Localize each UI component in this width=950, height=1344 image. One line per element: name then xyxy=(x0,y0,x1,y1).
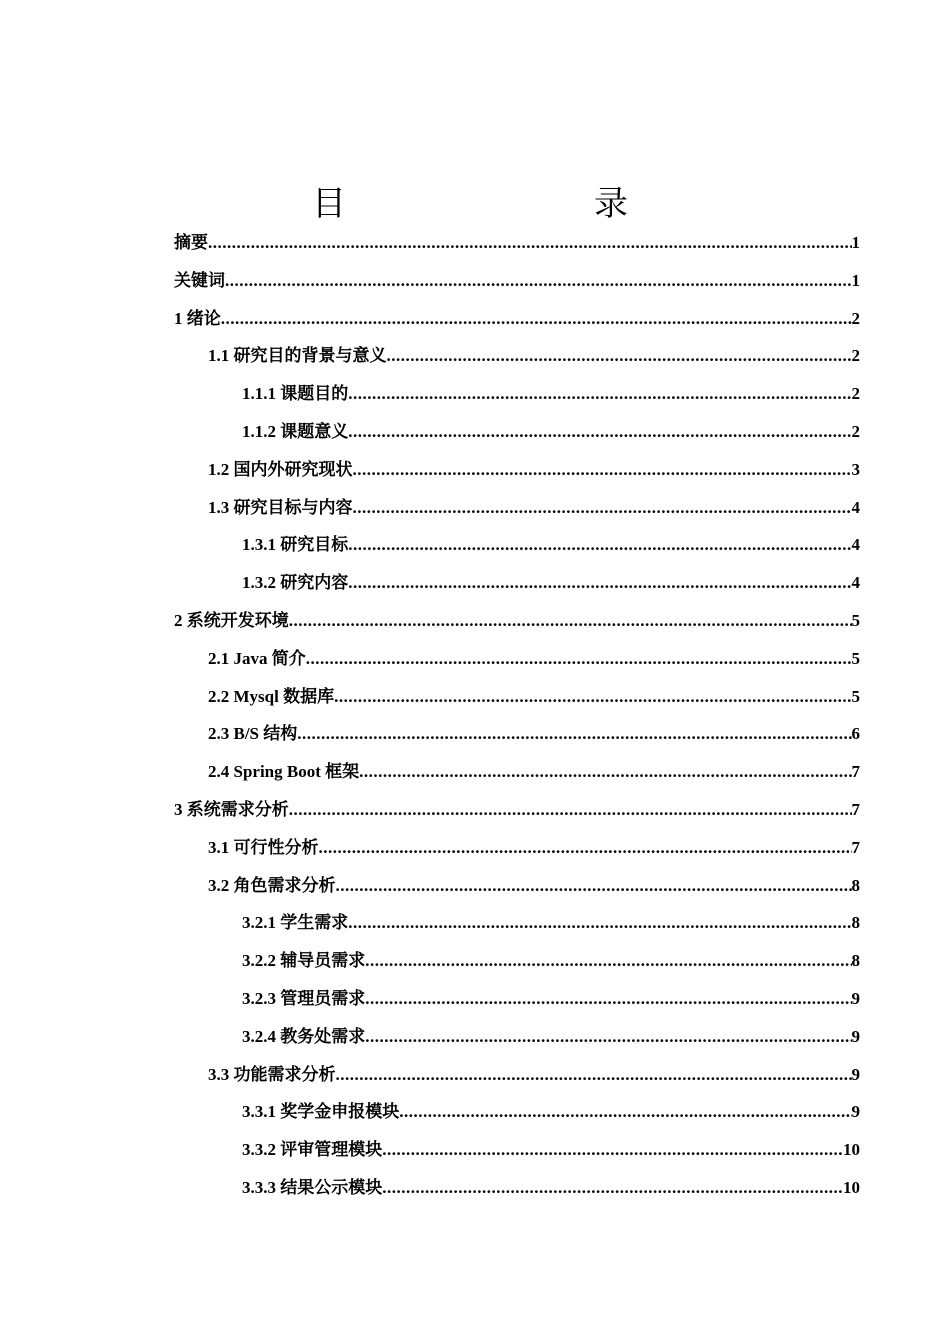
toc-entry-text: 3.2.3 管理员需求 xyxy=(242,988,366,1008)
toc-dot-leader xyxy=(382,1169,843,1207)
toc-dot-leader xyxy=(289,602,852,640)
toc-dot-leader xyxy=(365,942,851,980)
toc-entry[interactable] xyxy=(174,526,860,564)
toc-entry-text: 3.3.3 结果公示模块 xyxy=(242,1177,383,1197)
toc-dot-leader xyxy=(353,451,852,489)
toc-dot-leader xyxy=(306,640,852,678)
toc-entry[interactable] xyxy=(174,980,860,1018)
toc-page-number: 9 xyxy=(851,1026,860,1046)
toc-dot-leader xyxy=(353,489,852,527)
toc-entry-text: 2 系统开发环境 xyxy=(174,610,289,630)
toc-page-number: 10 xyxy=(843,1177,860,1197)
toc-entry-text: 2.1 Java 简介 xyxy=(208,648,306,668)
toc-page-number: 6 xyxy=(851,724,860,744)
toc-entry-text: 摘要 xyxy=(174,233,208,252)
toc-dot-leader xyxy=(336,1056,852,1094)
toc-title: 目 录 xyxy=(312,184,688,224)
toc-page-number: 8 xyxy=(851,913,860,933)
toc-entry[interactable] xyxy=(174,375,860,413)
toc-dot-leader xyxy=(334,678,851,716)
toc-page-number: 5 xyxy=(851,648,860,668)
toc-entry[interactable] xyxy=(174,489,860,527)
toc-entry[interactable] xyxy=(174,1093,860,1131)
toc-entry[interactable] xyxy=(174,413,860,451)
toc-entry-text: 3.3.2 评审管理模块 xyxy=(242,1140,383,1160)
toc-dot-leader xyxy=(399,1093,851,1131)
toc-list xyxy=(174,224,860,1207)
toc-page-number: 1 xyxy=(851,233,860,252)
toc-entry-text: 3.2 角色需求分析 xyxy=(208,875,336,895)
toc-page-number: 1 xyxy=(851,270,860,290)
toc-dot-leader xyxy=(348,904,851,942)
toc-entry[interactable] xyxy=(174,829,860,867)
toc-page-number: 5 xyxy=(851,610,860,630)
toc-dot-leader xyxy=(348,413,851,451)
toc-entry-text: 3.3.1 奖学金申报模块 xyxy=(242,1102,400,1122)
toc-entry-text: 3.2.1 学生需求 xyxy=(242,913,349,933)
toc-entry[interactable] xyxy=(174,640,860,678)
toc-entry[interactable] xyxy=(174,451,860,489)
toc-entry[interactable] xyxy=(174,1131,860,1169)
toc-page-number: 3 xyxy=(851,459,860,479)
toc-entry-text: 1.2 国内外研究现状 xyxy=(208,459,353,479)
toc-dot-leader xyxy=(289,791,852,829)
toc-entry[interactable] xyxy=(174,942,860,980)
toc-page-number: 9 xyxy=(851,1102,860,1122)
toc-entry[interactable] xyxy=(174,867,860,905)
toc-entry-text: 1.3.1 研究目标 xyxy=(242,535,349,555)
toc-entry[interactable] xyxy=(174,1169,860,1207)
toc-entry-text: 关键词 xyxy=(174,270,225,290)
toc-entry-text: 1.1 研究目的背景与意义 xyxy=(208,346,387,366)
toc-page-number: 7 xyxy=(851,762,860,782)
toc-dot-leader xyxy=(365,980,851,1018)
toc-entry-text: 3.3 功能需求分析 xyxy=(208,1064,336,1084)
toc-dot-leader xyxy=(208,224,852,262)
toc-dot-leader xyxy=(297,715,851,753)
toc-page-number: 10 xyxy=(843,1140,860,1160)
toc-entry[interactable] xyxy=(174,564,860,602)
toc-dot-leader xyxy=(365,1018,851,1056)
toc-entry[interactable] xyxy=(174,753,860,791)
toc-page-number: 4 xyxy=(851,535,860,555)
toc-page-number: 9 xyxy=(851,1064,860,1084)
toc-dot-leader xyxy=(336,867,852,905)
toc-page-number: 2 xyxy=(851,308,860,328)
toc-dot-leader xyxy=(359,753,851,791)
toc-entry-text: 3.1 可行性分析 xyxy=(208,837,319,857)
toc-entry[interactable] xyxy=(174,300,860,338)
toc-entry[interactable] xyxy=(174,904,860,942)
toc-entry-text: 3.2.2 辅导员需求 xyxy=(242,951,366,971)
toc-entry-text: 2.3 B/S 结构 xyxy=(208,724,298,744)
toc-entry-text: 2.2 Mysql 数据库 xyxy=(208,686,335,706)
toc-page-number: 4 xyxy=(851,497,860,517)
toc-page-number: 7 xyxy=(851,799,860,819)
toc-entry[interactable] xyxy=(174,337,860,375)
toc-page-number: 4 xyxy=(851,573,860,593)
toc-entry-text: 1.3.2 研究内容 xyxy=(242,573,349,593)
toc-entry[interactable] xyxy=(174,791,860,829)
toc-entry[interactable] xyxy=(174,224,860,262)
toc-page-number: 8 xyxy=(851,875,860,895)
toc-page-number: 2 xyxy=(851,384,860,404)
toc-entry[interactable] xyxy=(174,262,860,300)
toc-page-number: 2 xyxy=(851,346,860,366)
toc-entry-text: 1.3 研究目标与内容 xyxy=(208,497,353,517)
toc-entry[interactable] xyxy=(174,602,860,640)
toc-page-number: 5 xyxy=(851,686,860,706)
toc-dot-leader xyxy=(382,1131,843,1169)
toc-dot-leader xyxy=(348,375,851,413)
toc-page-number: 9 xyxy=(851,988,860,1008)
toc-entry-text: 1 绪论 xyxy=(174,308,221,328)
toc-entry[interactable] xyxy=(174,715,860,753)
toc-dot-leader xyxy=(348,564,851,602)
toc-entry-text: 2.4 Spring Boot 框架 xyxy=(208,762,360,782)
toc-entry-text: 3 系统需求分析 xyxy=(174,799,289,819)
toc-entry-text: 3.2.4 教务处需求 xyxy=(242,1026,366,1046)
toc-dot-leader xyxy=(221,300,852,338)
toc-entry[interactable] xyxy=(174,1056,860,1094)
toc-dot-leader xyxy=(387,337,852,375)
toc-entry-text: 1.1.2 课题意义 xyxy=(242,421,349,441)
toc-page-number: 8 xyxy=(851,951,860,971)
toc-entry[interactable] xyxy=(174,678,860,716)
toc-entry[interactable] xyxy=(174,1018,860,1056)
toc-entry-text: 1.1.1 课题目的 xyxy=(242,384,349,404)
toc-page-number: 7 xyxy=(851,837,860,857)
toc-page-number: 2 xyxy=(851,421,860,441)
toc-dot-leader xyxy=(348,526,851,564)
toc-dot-leader xyxy=(319,829,852,867)
toc-dot-leader xyxy=(225,262,852,300)
